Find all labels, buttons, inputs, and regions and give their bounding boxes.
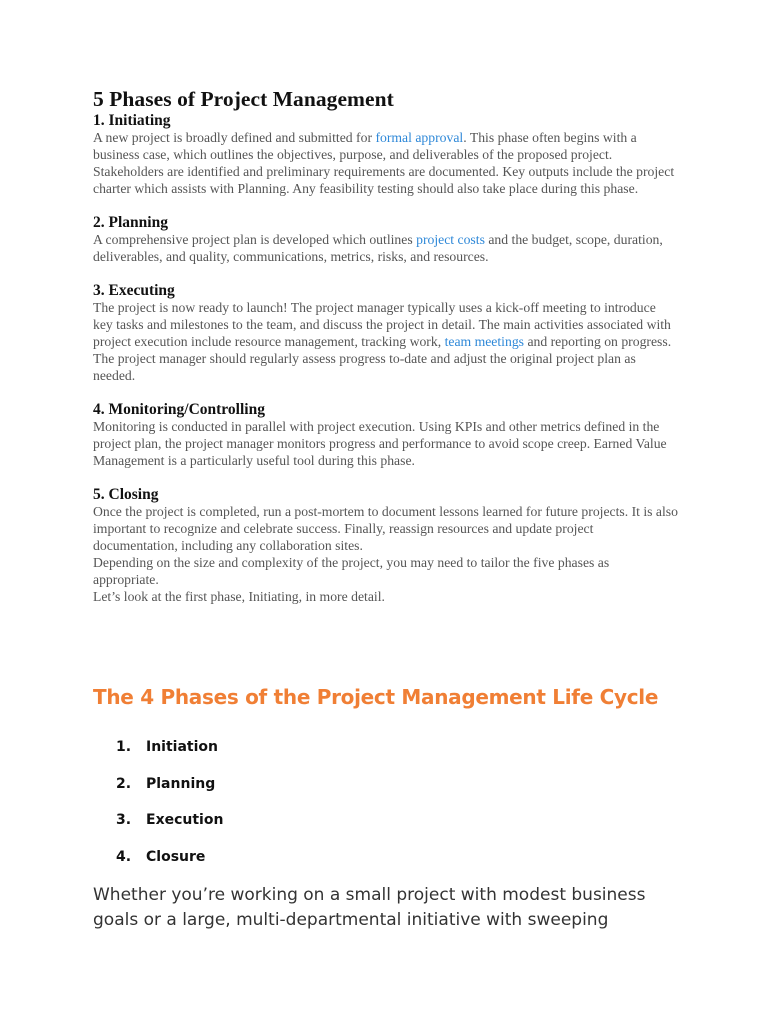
list-item bbox=[110, 736, 223, 773]
phase-closing bbox=[93, 486, 678, 605]
phase-text: and reporting on progress. The project manager should regularly assess progress to-date and adjust the original project plan as needed. bbox=[93, 334, 672, 383]
phase-executing bbox=[93, 282, 678, 384]
lifecycle-paragraph: Whether you’re working on a small project with modest business goals or a large, multi-departmental initiative with sweeping bbox=[93, 885, 646, 930]
list-item bbox=[110, 809, 223, 846]
phase-heading: 4. Monitoring/Controlling bbox=[93, 401, 265, 418]
phase-description: Once the project is completed, run a post-mortem to document lessons learned for future projects. It is also important to recognize and celebrate success. Finally, reassign resources and update project documentation, including any collaboration sites. bbox=[93, 504, 678, 553]
formal-approval-link[interactable]: formal approval bbox=[375, 130, 464, 145]
phase-text: A new project is broadly defined and submitted for bbox=[93, 130, 376, 145]
phase-description bbox=[93, 299, 678, 384]
lifecycle-title: The 4 Phases of the Project Management Life Cycle bbox=[93, 685, 659, 709]
phase-planning bbox=[93, 214, 678, 265]
tailoring-note: Depending on the size and complexity of the project, you may need to tailor the five phases as appropriate. bbox=[93, 555, 610, 587]
list-label: Execution bbox=[146, 812, 224, 829]
phase-initiating bbox=[93, 112, 678, 197]
list-label: Planning bbox=[146, 775, 216, 792]
phase-text: A comprehensive project plan is developed which outlines bbox=[93, 232, 417, 247]
list-label: Closure bbox=[146, 849, 206, 866]
team-meetings-link[interactable]: team meetings bbox=[444, 334, 525, 349]
document-body bbox=[93, 86, 678, 605]
page-title: 5 Phases of Project Management bbox=[93, 87, 394, 111]
phase-description: Monitoring is conducted in parallel with project execution. Using KPIs and other metrics defined in the project plan, the project manager monitors progress and performance to avoid scope creep. Earned Value Management is a particularly useful tool during this phase. bbox=[93, 419, 667, 468]
phase-description bbox=[93, 129, 678, 197]
phase-text: The project is now ready to launch! The project manager typically uses a kick-off meeting to introduce key tasks and milestones to the team, and discuss the project in detail. The main activities associated with project execution include resource management, tracking work, bbox=[93, 300, 671, 349]
list-number: 4. bbox=[116, 849, 132, 866]
phase-heading: 3. Executing bbox=[93, 282, 175, 299]
lifecycle-list bbox=[110, 736, 223, 883]
phase-heading: 5. Closing bbox=[93, 486, 159, 503]
project-costs-link[interactable]: project costs bbox=[416, 232, 485, 247]
next-section-note: Let’s look at the first phase, Initiating, in more detail. bbox=[93, 589, 385, 604]
phase-text: . This phase often begins with a business case, which outlines the objectives, purpose, and deliverables of the proposed project. Stakeholders are identified and preliminary requirements are documented. Key outputs include the project charter which assists with Planning. Any feasibility testing should also take place during this phase. bbox=[93, 130, 675, 196]
phase-monitoring-controlling bbox=[93, 401, 678, 469]
phase-text: and the budget, scope, duration, deliverables, and quality, communications, metrics, risks, and resources. bbox=[93, 232, 663, 264]
list-label: Initiation bbox=[146, 739, 218, 755]
list-item bbox=[110, 773, 223, 810]
list-number: 1. bbox=[116, 739, 132, 755]
phase-description bbox=[93, 231, 678, 265]
phase-heading: 2. Planning bbox=[93, 214, 168, 231]
list-number: 3. bbox=[116, 812, 132, 829]
list-item bbox=[110, 846, 223, 883]
list-number: 2. bbox=[116, 775, 132, 792]
phase-heading: 1. Initiating bbox=[93, 112, 171, 129]
